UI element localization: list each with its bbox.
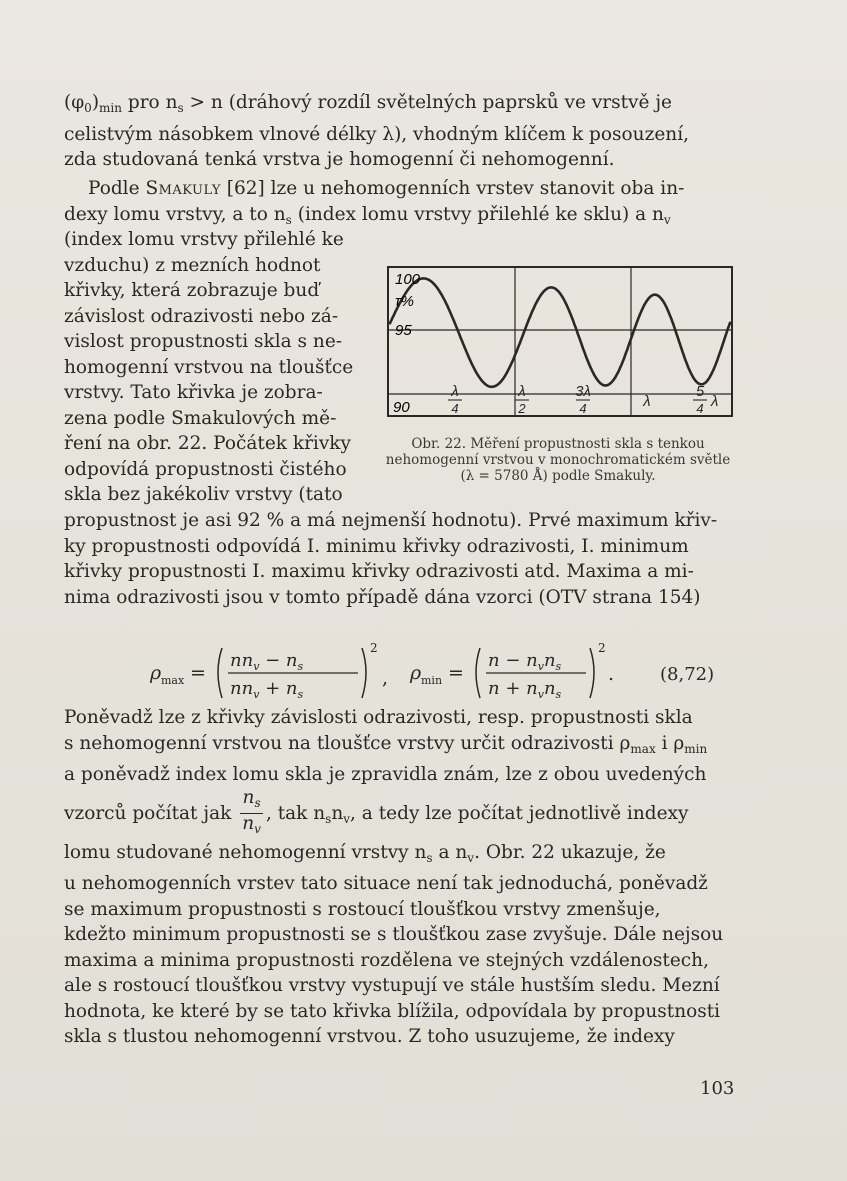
paragraph-conclusion bbox=[64, 705, 736, 1050]
text-fragment: Podle bbox=[88, 178, 146, 199]
x-tick-label bbox=[575, 383, 591, 416]
text-line: maxima a minima propustnosti rozdělena ve stejných vzdálenostech, bbox=[64, 949, 709, 971]
text-line: celistvým násobkem vlnové délky λ), vhodným klíčem k posouzení, bbox=[64, 123, 689, 145]
subscript: v bbox=[343, 811, 351, 826]
equals-1: = bbox=[190, 662, 206, 684]
text-fragment: (φ bbox=[64, 92, 85, 113]
rho-max-sub: max bbox=[161, 674, 185, 687]
frac1-num: $nn_v - n_s$ bbox=[230, 650, 304, 673]
text-line: křivky, která zobrazuje buď bbox=[64, 280, 320, 301]
subscript: s bbox=[254, 796, 261, 810]
svg-text:4: 4 bbox=[579, 401, 587, 416]
frac-num: n bbox=[242, 787, 255, 808]
text-line-with-fraction bbox=[64, 788, 736, 840]
text-line: skla bez jakékoliv vrstvy (tato bbox=[64, 484, 343, 505]
x-tick-labels bbox=[448, 383, 718, 416]
svg-text:λ: λ bbox=[711, 393, 719, 410]
text-line: ření na obr. 22. Počátek křivky bbox=[64, 433, 351, 454]
text-fragment: dexy lomu vrstvy, a to n bbox=[64, 203, 286, 225]
text-line: závislost odrazivosti nebo zá- bbox=[64, 305, 339, 327]
subscript: s bbox=[325, 811, 332, 826]
text-fragment: . Obr. 22 ukazuje, že bbox=[474, 841, 666, 863]
inline-fraction-ns-nv bbox=[240, 788, 263, 839]
text-line: ky propustnosti odpovídá I. minimu křivky odrazivosti, I. minimum bbox=[64, 535, 689, 557]
text-fragment: lomu studované nehomogenní vrstvy n bbox=[64, 841, 427, 863]
subscript: s bbox=[177, 101, 184, 115]
text-line: Poněvadž lze z křivky závislosti odrazivosti, resp. propustnosti skla bbox=[64, 707, 693, 728]
svg-text:4: 4 bbox=[451, 401, 459, 416]
transmission-curve bbox=[390, 278, 730, 386]
frac1-den: $nn_v + n_s$ bbox=[230, 678, 304, 701]
y-label-100: 100 bbox=[395, 271, 421, 288]
text-line: propustnost je asi 92 % a má nejmenší hodnotu). Prvé maximum křiv- bbox=[64, 510, 718, 531]
text-fragment: vzorců počítat jak bbox=[64, 802, 238, 824]
text-line: vrstvy. Tato křivka je zobra- bbox=[64, 382, 323, 403]
text-fragment: > n (dráhový rozdíl světelných paprsků ve vrstvě je bbox=[183, 92, 673, 113]
text-line: se maximum propustnosti s rostoucí tloušťkou vrstvy zmenšuje, bbox=[64, 898, 661, 920]
equation-number: (8,72) bbox=[660, 664, 715, 685]
paren-right-2 bbox=[590, 648, 594, 698]
x-tick-label bbox=[642, 393, 650, 410]
text-fragment: a n bbox=[432, 841, 468, 863]
subscript: v bbox=[254, 822, 261, 836]
svg-text:2: 2 bbox=[518, 401, 526, 416]
subscript: s bbox=[285, 212, 292, 227]
text-line: hodnota, ke které by se tato křivka blížila, odpovídala by propustnosti bbox=[64, 1000, 721, 1022]
text-line: skla s tlustou nehomogenní vrstvou. Z toho usuzujeme, že indexy bbox=[64, 1026, 675, 1047]
y-label-90: 90 bbox=[393, 399, 410, 416]
text-line: (index lomu vrstvy přilehlé ke bbox=[64, 229, 344, 250]
text-fragment: n bbox=[331, 802, 344, 824]
x-tick-label bbox=[515, 383, 529, 416]
text-fragment: , tak n bbox=[265, 802, 326, 824]
paragraph-smakula-column bbox=[64, 227, 364, 508]
power-1: 2 bbox=[370, 641, 378, 655]
text-line: zda studovaná tenká vrstva je homogenní či nehomogenní. bbox=[64, 149, 615, 170]
text-line: vzduchu) z mezních hodnot bbox=[64, 254, 321, 276]
equals-2: = bbox=[448, 662, 464, 684]
paren-left-1 bbox=[218, 648, 222, 698]
text-line: homogenní vrstvou na tloušťce bbox=[64, 356, 354, 378]
rho-min-symbol: ρ bbox=[410, 662, 422, 684]
page-number: 103 bbox=[700, 1078, 735, 1099]
frac2-num: $n - n_vn_s$ bbox=[488, 650, 562, 673]
text-line: u nehomogenních vrstev tato situace není tak jednoduchá, poněvadž bbox=[64, 873, 708, 894]
y-label-95: 95 bbox=[395, 322, 412, 339]
figure-caption: Obr. 22. Měření propustnosti skla s tenkou nehomogenní vrstvou v monochromatickém světle (λ = 5780 Å) podle Smakuly. bbox=[385, 436, 731, 484]
svg-text:λ: λ bbox=[643, 393, 651, 410]
text-line: a poněvadž index lomu skla je zpravidla znám, lze z obou uvedených bbox=[64, 764, 707, 785]
y-label-unit: τ% bbox=[395, 293, 414, 310]
rho-min-sub: min bbox=[421, 674, 443, 687]
figure-transmission-curve bbox=[385, 264, 735, 419]
text-line bbox=[64, 176, 736, 202]
text-fragment: s nehomogenní vrstvou na tloušťce vrstvy určit odrazivosti ρ bbox=[64, 732, 631, 754]
formula-8-72 bbox=[150, 636, 740, 706]
paren-right-1 bbox=[362, 648, 366, 698]
text-line: nima odrazivosti jsou v tomto případě dána vzorci (OTV strana 154) bbox=[64, 586, 701, 608]
subscript: v bbox=[663, 212, 671, 227]
text-line: odpovídá propustnosti čistého bbox=[64, 458, 347, 480]
text-fragment: pro n bbox=[121, 92, 178, 113]
period: . bbox=[608, 663, 615, 685]
frac-den: n bbox=[242, 813, 255, 834]
subscript: max bbox=[630, 741, 656, 756]
subscript: min bbox=[99, 101, 122, 115]
text-line bbox=[64, 90, 736, 122]
subscript: 0 bbox=[84, 101, 92, 115]
text-line: kdežto minimum propustnosti se s tloušťkou zase zvyšuje. Dále nejsou bbox=[64, 924, 724, 945]
text-line: ale s rostoucí tloušťkou vrstvy vystupují ve stále hustším sledu. Mezní bbox=[64, 975, 720, 996]
svg-text:3λ: 3λ bbox=[575, 383, 591, 400]
svg-text:5: 5 bbox=[695, 383, 705, 400]
text-line bbox=[64, 840, 736, 872]
text-fragment: , a tedy lze počítat jednotlivě indexy bbox=[350, 802, 689, 824]
paren-left-2 bbox=[476, 648, 480, 698]
frac2-den: $n + n_vn_s$ bbox=[488, 678, 562, 701]
svg-text:4: 4 bbox=[696, 401, 704, 416]
paragraph-smakula-continued bbox=[64, 508, 736, 610]
x-tick-label bbox=[693, 383, 718, 416]
text-line: křivky propustnosti I. maximu křivky odrazivosti atd. Maxima a mi- bbox=[64, 561, 694, 582]
author-name: Smakuly bbox=[145, 178, 221, 199]
text-fragment: ) bbox=[91, 92, 100, 113]
subscript: v bbox=[467, 850, 475, 865]
text-fragment: [62] lze u nehomogenních vrstev stanovit oba in- bbox=[220, 178, 685, 199]
text-fragment: i ρ bbox=[655, 732, 685, 754]
rho-max-symbol: ρ bbox=[150, 662, 162, 684]
text-fragment: (index lomu vrstvy přilehlé ke sklu) a n bbox=[291, 203, 664, 225]
text-line bbox=[64, 731, 736, 763]
x-tick-label bbox=[448, 383, 462, 416]
text-line: vislost propustnosti skla s ne- bbox=[64, 331, 343, 352]
svg-text:λ: λ bbox=[518, 383, 526, 400]
svg-text:λ: λ bbox=[451, 383, 459, 400]
subscript: min bbox=[684, 741, 708, 756]
power-2: 2 bbox=[598, 641, 606, 655]
subscript: s bbox=[426, 850, 433, 865]
text-line: zena podle Smakulových mě- bbox=[64, 407, 337, 429]
paragraph-intro bbox=[64, 90, 736, 173]
paragraph-smakula bbox=[64, 176, 736, 233]
comma: , bbox=[382, 667, 389, 689]
